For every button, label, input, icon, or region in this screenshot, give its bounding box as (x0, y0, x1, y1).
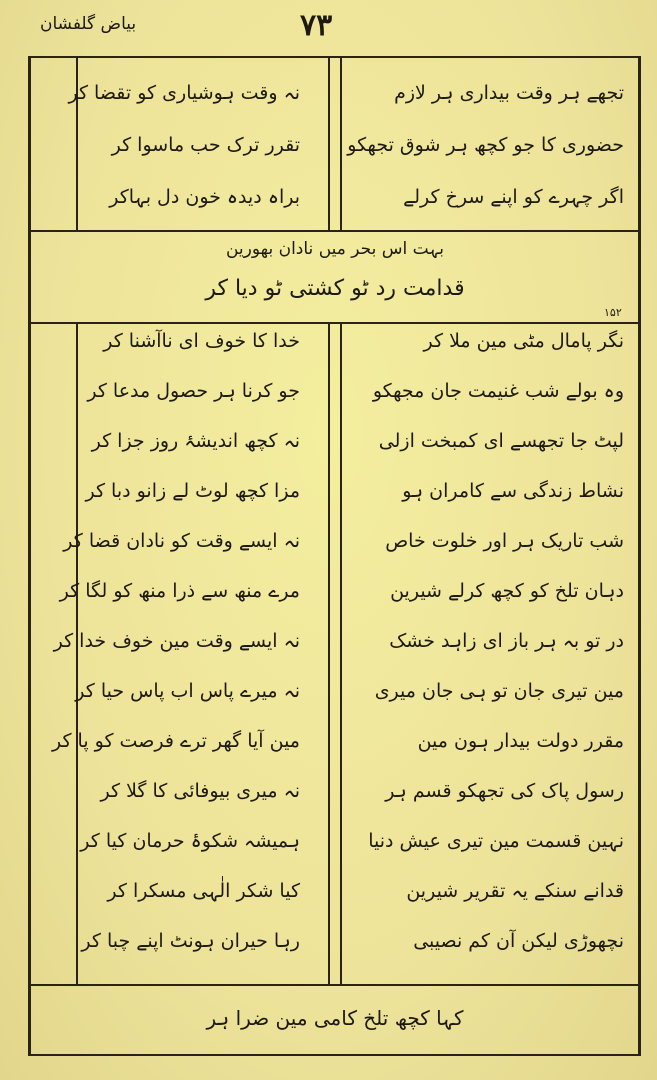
verse-line: مرے منھ سے ذرا منھ کو لگا کر (59, 580, 300, 602)
verse-line: نہ ایسے وقت کو نادان قضا کر (63, 530, 300, 552)
rule-below-middle-block (28, 322, 641, 324)
verse-line: در تو بہ ہر باز ای زاہد خشک (389, 630, 624, 652)
verse-line: مین تیری جان تو ہی جان میری (374, 680, 624, 702)
verse-line: براہ دیدہ خون دل بہاکر (109, 186, 300, 208)
verse-line: نہ میرے پاس اب پاس حیا کر (75, 680, 300, 702)
rule-above-bottom-block (28, 984, 641, 986)
verse-line: نہ میری بیوفائی کا گلا کر (100, 780, 300, 802)
verse-line: نہین قسمت مین تیری عیش دنیا (368, 830, 624, 852)
verse-line: مین آیا گھر ترے فرصت کو پا کر (51, 730, 300, 752)
verse-line: نہ ایسے وقت مین خوف خدا کر (53, 630, 300, 652)
margin-number: ۱۵۲ (604, 306, 622, 319)
verse-line: اگر چہرے کو اپنے سرخ کرلے (403, 186, 624, 208)
verse-line: نہ وقت ہوشیاری کو تقضا کر (68, 82, 300, 104)
page-number: ۷۳ (300, 8, 333, 43)
verse-line: شب تاریک ہر اور خلوت خاص (385, 530, 624, 552)
frame-top-rule (28, 56, 641, 58)
verse-line: ہمیشہ شکوۂ حرمان کیا کر (80, 830, 300, 852)
verse-line: نشاط زندگی سے کامران ہو (402, 480, 624, 502)
frame-left-border (28, 56, 31, 1056)
middle-verse-2: قدامت رد ٹو کشتی ٹو دیا کر (205, 276, 465, 301)
verse-line: تقرر ترک حب ماسوا کر (111, 134, 300, 156)
verse-line: لپٹ جا تجھسے ای کمبخت ازلی (378, 430, 624, 452)
verse-line: دہان تلخ کو کچھ کرلے شیرین (390, 580, 624, 602)
verse-line: خدا کا خوف ای ناآشنا کر (103, 330, 300, 352)
bottom-verse: کہا کچھ تلخ کامی مین ضرا ہر (206, 1006, 464, 1030)
verse-line: مقرر دولت بیدار ہون مین (417, 730, 624, 752)
verse-line: کیا شکر الٰہی مسکرا کر (107, 880, 300, 902)
frame-bottom-rule (28, 1054, 641, 1056)
verse-line: وہ بولے شب غنیمت جان مجھکو (372, 380, 624, 402)
verse-line: نگر پامال مٹی مین ملا کر (423, 330, 624, 352)
divider-top-center (328, 56, 330, 231)
divider-top-right (340, 56, 342, 231)
verse-line: نہ کچھ اندیشۂ روز جزا کر (91, 430, 300, 452)
rule-below-top-block (28, 230, 641, 232)
verse-line: رسول پاک کی تجھکو قسم ہر (385, 780, 624, 802)
verse-line: نچھوڑی لیکن آن کم نصیبی (413, 930, 624, 952)
running-title: بیاض گلفشان (40, 14, 137, 34)
verse-line: رہا حیران ہونٹ اپنے چبا کر (81, 930, 300, 952)
verse-line: جو کرنا ہر حصول مدعا کر (87, 380, 300, 402)
frame-right-border (638, 56, 641, 1056)
divider-main-right (340, 322, 342, 985)
divider-main-left (76, 322, 78, 985)
verse-line: مزا کچھ لوٹ لے زانو دبا کر (85, 480, 300, 502)
verse-line: تجھے ہر وقت بیداری ہر لازم (394, 82, 624, 104)
verse-line: قدانے سنکے یہ تقریر شیرین (406, 880, 624, 902)
divider-main-center (328, 322, 330, 985)
verse-line: حضوری کا جو کچھ ہر شوق تجھکو (347, 134, 624, 156)
middle-verse-1: بہت اس بحر میں نادان بھورین (225, 239, 445, 259)
